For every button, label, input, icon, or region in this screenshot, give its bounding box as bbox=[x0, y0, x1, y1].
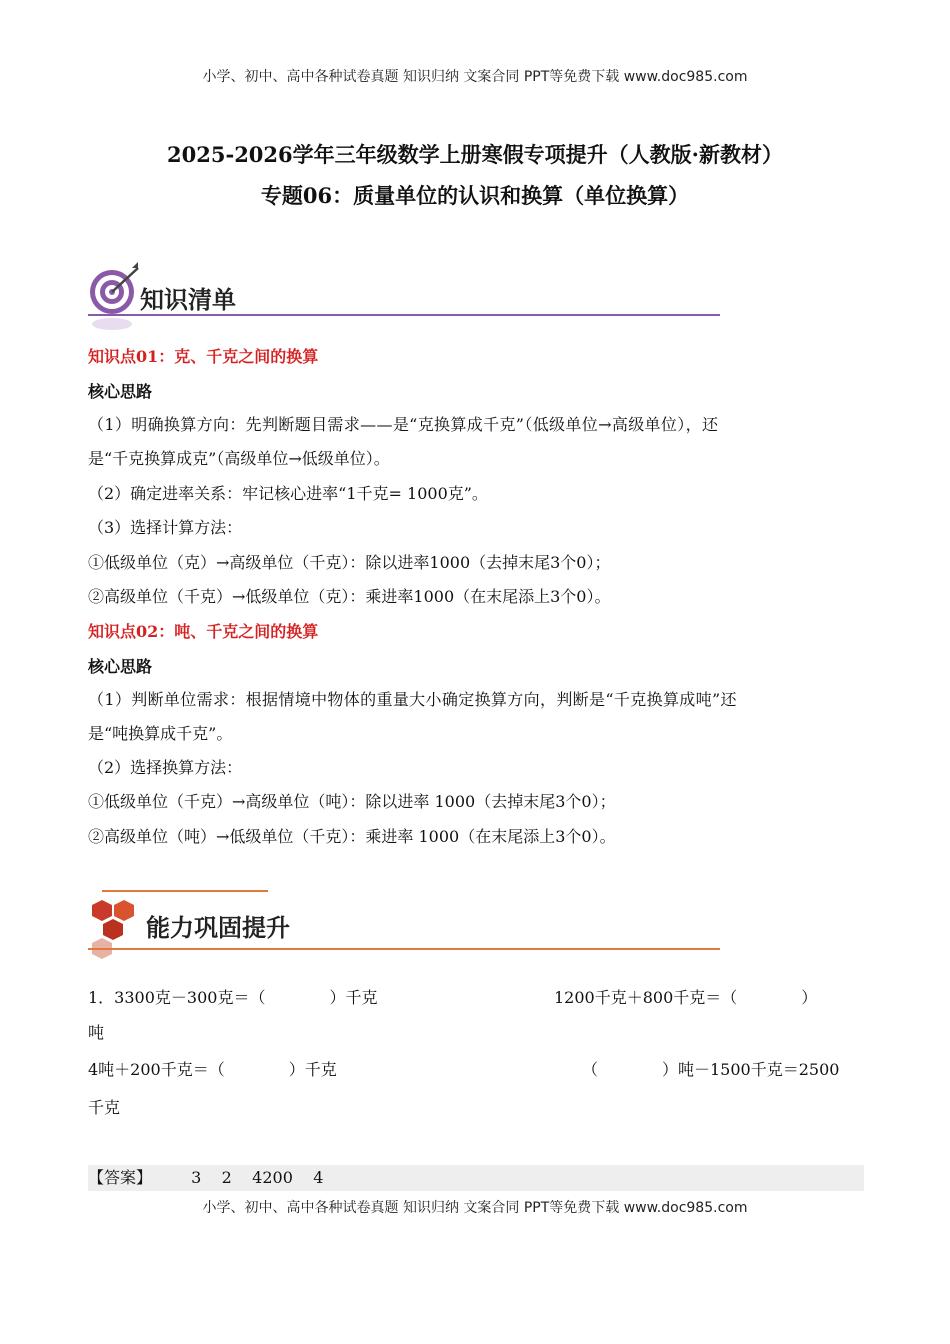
kp1-line-3: （2）确定进率关系：牢记核心进率“1千克= 1000克”。 bbox=[88, 484, 488, 503]
knowledge-banner bbox=[88, 262, 720, 332]
kp1-heading: 知识点01：克、千克之间的换算 bbox=[88, 347, 319, 366]
knowledge-banner-rule bbox=[88, 314, 720, 316]
kp1-line-1: （1）明确换算方向：先判断题目需求——是“克换算成千克”（低级单位→高级单位），还 bbox=[88, 415, 719, 434]
page-title: 2025-2026学年三年级数学上册寒假专项提升（人教版·新教材） bbox=[167, 142, 783, 167]
practice-banner bbox=[88, 890, 720, 960]
kp1-line-4: （3）选择计算方法： bbox=[88, 518, 243, 537]
practice-banner-top-rule bbox=[102, 890, 268, 892]
kp2-line-2: 是“吨换算成千克”。 bbox=[88, 724, 233, 743]
answer-label: 【答案】 bbox=[88, 1168, 153, 1187]
hexagon-icon bbox=[88, 898, 144, 962]
kp1-line-2: 是“千克换算成克”（高级单位→低级单位）。 bbox=[88, 449, 390, 468]
q1-part-c: 4吨＋200千克＝（ ）千克 bbox=[88, 1060, 337, 1079]
q1-part-d: （ ）吨－1500千克＝2500 bbox=[582, 1060, 840, 1079]
practice-banner-label: 能力巩固提升 bbox=[146, 914, 290, 942]
kp2-line-4: ①低级单位（千克）→高级单位（吨）：除以进率 1000（去掉末尾3个0）； bbox=[88, 792, 616, 811]
page-footer: 小学、初中、高中各种试卷真题 知识归纳 文案合同 PPT等免费下载 www.doc985.com bbox=[202, 1200, 748, 1216]
answer-bar bbox=[88, 1165, 864, 1191]
knowledge-banner-label: 知识清单 bbox=[140, 286, 236, 314]
answer-values: 3 2 4200 4 bbox=[191, 1168, 324, 1187]
kp1-line-6: ②高级单位（千克）→低级单位（克）：乘进率1000（在末尾添上3个0）。 bbox=[88, 587, 611, 606]
q1-part-d-unit: 千克 bbox=[88, 1098, 121, 1117]
q1-part-a: 1．3300克－300克＝（ ）千克 bbox=[88, 988, 378, 1007]
q1-part-b: 1200千克＋800千克＝（ ） bbox=[554, 988, 818, 1007]
target-icon bbox=[88, 262, 148, 332]
page-header: 小学、初中、高中各种试卷真题 知识归纳 文案合同 PPT等免费下载 www.doc985.com bbox=[202, 69, 748, 85]
kp2-line-5: ②高级单位（吨）→低级单位（千克）：乘进率 1000（在末尾添上3个0）。 bbox=[88, 827, 616, 846]
practice-banner-rule bbox=[88, 948, 720, 950]
kp1-line-5: ①低级单位（克）→高级单位（千克）：除以进率1000（去掉末尾3个0）； bbox=[88, 553, 611, 572]
page-subtitle: 专题06：质量单位的认识和换算（单位换算） bbox=[260, 183, 690, 208]
q1-part-b-unit: 吨 bbox=[88, 1023, 105, 1042]
kp2-sub: 核心思路 bbox=[88, 657, 153, 676]
kp2-heading: 知识点02：吨、千克之间的换算 bbox=[88, 622, 319, 641]
kp2-line-3: （2）选择换算方法： bbox=[88, 758, 243, 777]
kp1-sub: 核心思路 bbox=[88, 382, 153, 401]
kp2-line-1: （1）判断单位需求：根据情境中物体的重量大小确定换算方向，判断是“千克换算成吨”还 bbox=[88, 690, 737, 709]
